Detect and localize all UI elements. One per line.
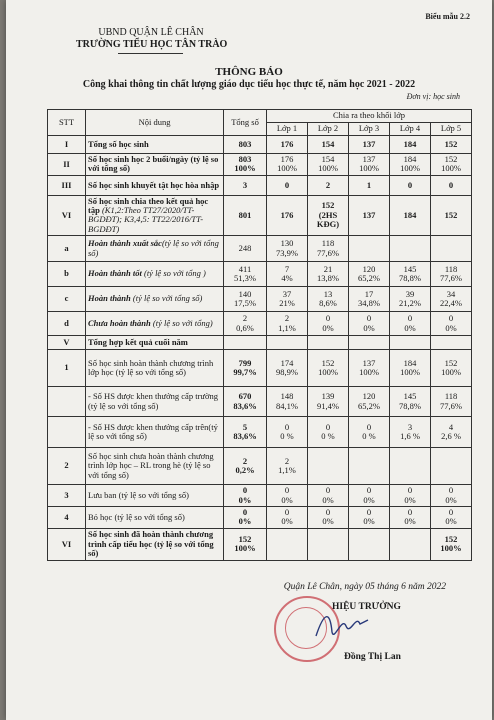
cell-grade	[431, 448, 472, 485]
cell-stt: II	[48, 154, 86, 176]
cell-grade: 39 21,2%	[390, 287, 431, 312]
cell-grade: 7 4%	[267, 262, 308, 287]
cell-grade: 13 8,6%	[308, 287, 349, 312]
cell-grade: 176	[267, 195, 308, 235]
cell-grade: 137 100%	[349, 350, 390, 387]
cell-content	[86, 287, 224, 312]
table-row	[48, 154, 472, 176]
cell-grade: 0 0 %	[308, 417, 349, 448]
content-label: Số học sinh đã hoàn thành chương trình cấp tiểu học (tỷ lệ so với tổng số)	[88, 529, 214, 558]
content-label: Hoàn thành tốt	[88, 268, 142, 279]
content-label: Số học sinh khuyết tật học hòa nhập	[88, 179, 220, 190]
cell-grade: 0 0%	[267, 507, 308, 529]
cell-total: 803 100%	[224, 154, 267, 176]
cell-grade: 0 0%	[349, 312, 390, 336]
cell-grade: 0 0%	[308, 312, 349, 336]
cell-grade: 0 0%	[431, 507, 472, 529]
cell-grade	[308, 448, 349, 485]
cell-grade: 118 77,6%	[308, 236, 349, 262]
cell-grade: 2 1,1%	[267, 312, 308, 336]
cell-grade: 3 1,6 %	[390, 417, 431, 448]
grade-header: Lớp 5	[431, 123, 472, 136]
cell-grade: 148 84,1%	[267, 387, 308, 417]
table-row	[48, 262, 472, 287]
cell-stt	[48, 387, 86, 417]
header-row	[48, 110, 472, 123]
org-line-2: TRƯỜNG TIỂU HỌC TÂN TRÀO	[76, 39, 228, 50]
cell-content	[86, 507, 224, 529]
cell-grade: 176	[267, 136, 308, 154]
table-row	[48, 507, 472, 529]
cell-total: 670 83,6%	[224, 387, 267, 417]
results-table	[47, 109, 472, 561]
cell-grade: 174 98,9%	[267, 350, 308, 387]
cell-grade	[390, 528, 431, 560]
cell-content	[86, 154, 224, 176]
signer-name: Đồng Thị Lan	[344, 652, 401, 662]
content-label: Tổng hợp kết quả cuối năm	[88, 336, 188, 347]
grade-header: Lớp 3	[349, 123, 390, 136]
cell-grade: 0 0%	[431, 485, 472, 507]
cell-content	[86, 175, 224, 195]
table-row	[48, 175, 472, 195]
cell-grade: 17 34,8%	[349, 287, 390, 312]
cell-total: 5 83,6%	[224, 417, 267, 448]
cell-grade: 0 0%	[349, 507, 390, 529]
cell-grade: 139 91,4%	[308, 387, 349, 417]
cell-content	[86, 262, 224, 287]
table-row	[48, 417, 472, 448]
cell-content	[86, 448, 224, 485]
cell-grade: 137	[349, 136, 390, 154]
col-header-total: Tổng số	[224, 110, 267, 136]
cell-content	[86, 136, 224, 154]
cell-grade: 184	[390, 136, 431, 154]
table-row	[48, 136, 472, 154]
cell-total	[224, 336, 267, 350]
cell-grade: 0 0%	[267, 485, 308, 507]
col-header-content: Nội dung	[86, 110, 224, 136]
cell-grade	[390, 448, 431, 485]
cell-total: 799 99,7%	[224, 350, 267, 387]
content-label: Số học sinh học 2 buổi/ngày (tỷ lệ so với tổng số)	[88, 154, 219, 174]
cell-grade	[431, 336, 472, 350]
cell-grade: 21 13,8%	[308, 262, 349, 287]
cell-stt: c	[48, 287, 86, 312]
cell-stt: 3	[48, 485, 86, 507]
cell-grade: 0 0%	[308, 507, 349, 529]
cell-stt: 4	[48, 507, 86, 529]
content-label: - Số HS được khen thưởng cấp trường (tỷ lệ so với tổng số)	[88, 391, 218, 411]
org-line-1: UBND QUẬN LÊ CHÂN	[98, 27, 204, 38]
cell-grade: 152	[431, 195, 472, 235]
cell-stt: d	[48, 312, 86, 336]
cell-grade: 130 73,9%	[267, 236, 308, 262]
cell-grade: 2	[308, 175, 349, 195]
table-row	[48, 387, 472, 417]
cell-total: 2 0,6%	[224, 312, 267, 336]
table-row	[48, 195, 472, 235]
cell-total: 2 0,2%	[224, 448, 267, 485]
cell-content	[86, 417, 224, 448]
cell-content	[86, 236, 224, 262]
cell-content	[86, 336, 224, 350]
content-note: (K1,2:Theo TT27/2020/TT-BGDĐT); K3,4,5: TT22/2016/TT-BGDĐT)	[88, 205, 204, 234]
cell-grade: 0 0%	[390, 485, 431, 507]
document-subtitle: Công khai thông tin chất lượng giáo dục tiểu học thực tế, năm học 2021 - 2022	[82, 79, 416, 90]
table-row	[48, 287, 472, 312]
cell-grade: 1	[349, 175, 390, 195]
cell-total: 0 0%	[224, 507, 267, 529]
grade-header: Lớp 2	[308, 123, 349, 136]
cell-grade: 118 77,6%	[431, 387, 472, 417]
grade-header: Lớp 4	[390, 123, 431, 136]
cell-grade	[267, 336, 308, 350]
signature-mark	[312, 606, 372, 646]
cell-grade: 137	[349, 195, 390, 235]
cell-grade: 184	[390, 195, 431, 235]
content-note: (tỷ lệ so với tổng)	[150, 317, 213, 328]
cell-stt	[48, 417, 86, 448]
table-row	[48, 448, 472, 485]
content-label: Số học sinh hoàn thành chương trình lớp học (tỷ lệ so với tổng số)	[88, 357, 214, 378]
table-row	[48, 312, 472, 336]
cell-content	[86, 528, 224, 560]
table-row	[48, 528, 472, 560]
cell-content	[86, 195, 224, 235]
cell-total: 248	[224, 236, 267, 262]
cell-stt: I	[48, 136, 86, 154]
place-date: Quận Lê Chân, ngày 05 tháng 6 năm 2022	[283, 582, 446, 592]
cell-grade	[349, 336, 390, 350]
cell-total: 803	[224, 136, 267, 154]
cell-grade	[349, 448, 390, 485]
cell-stt: 1	[48, 350, 86, 387]
cell-grade: 152 100%	[431, 350, 472, 387]
cell-content	[86, 387, 224, 417]
cell-grade	[308, 336, 349, 350]
cell-grade: 152 100%	[308, 350, 349, 387]
cell-total: 801	[224, 195, 267, 235]
cell-content	[86, 485, 224, 507]
form-reference: Biểu mẫu 2.2	[425, 12, 470, 21]
content-label: Tổng số học sinh	[88, 138, 149, 149]
cell-grade: 152 100%	[431, 154, 472, 176]
document-title: THÔNG BÁO	[215, 66, 283, 78]
cell-total: 140 17,5%	[224, 287, 267, 312]
cell-grade: 2 1,1%	[267, 448, 308, 485]
cell-stt: b	[48, 262, 86, 287]
cell-grade: 0	[267, 175, 308, 195]
cell-grade: 0 0%	[308, 485, 349, 507]
cell-grade	[349, 236, 390, 262]
cell-stt: VI	[48, 528, 86, 560]
cell-grade: 120 65,2%	[349, 387, 390, 417]
cell-grade: 120 65,2%	[349, 262, 390, 287]
cell-grade: 154	[308, 136, 349, 154]
table-body	[48, 110, 472, 561]
table-row	[48, 236, 472, 262]
content-note: (tỷ lệ so với tổng )	[141, 268, 206, 279]
cell-grade	[431, 236, 472, 262]
cell-total: 152 100%	[224, 528, 267, 560]
table-row	[48, 485, 472, 507]
cell-grade: 118 77,6%	[431, 262, 472, 287]
cell-grade: 0 0 %	[349, 417, 390, 448]
unit-note: Đơn vị: học sinh	[406, 92, 460, 101]
cell-grade: 0 0 %	[267, 417, 308, 448]
cell-grade: 137 100%	[349, 154, 390, 176]
document-page	[6, 0, 492, 720]
content-label: Lưu ban (tỷ lệ so với tổng số)	[88, 489, 189, 500]
cell-stt: a	[48, 236, 86, 262]
cell-grade: 37 21%	[267, 287, 308, 312]
cell-grade: 184 100%	[390, 350, 431, 387]
cell-grade: 34 22,4%	[431, 287, 472, 312]
cell-grade	[308, 528, 349, 560]
cell-content	[86, 312, 224, 336]
content-note: (tỷ lệ so với tổng số)	[88, 238, 219, 258]
cell-content	[86, 350, 224, 387]
table-row	[48, 350, 472, 387]
content-label: Hoàn thành xuất sắc	[88, 238, 162, 249]
cell-total: 411 51,3%	[224, 262, 267, 287]
grade-header: Lớp 1	[267, 123, 308, 136]
content-label: Số học sinh chia theo kết quả học tập	[88, 195, 209, 216]
cell-grade: 4 2,6 %	[431, 417, 472, 448]
cell-stt: 2	[48, 448, 86, 485]
cell-grade: 184 100%	[390, 154, 431, 176]
col-header-group: Chia ra theo khối lớp	[267, 110, 472, 123]
cell-grade: 0 0%	[349, 485, 390, 507]
content-label: Hoàn thành	[88, 293, 131, 304]
cell-grade: 145 78,8%	[390, 262, 431, 287]
content-note: (tỷ lệ so với tổng số)	[130, 293, 203, 304]
cell-grade	[390, 336, 431, 350]
cell-stt: VI	[48, 195, 86, 235]
table-row	[48, 336, 472, 350]
cell-grade: 154 100%	[308, 154, 349, 176]
cell-stt: V	[48, 336, 86, 350]
cell-grade: 152	[431, 136, 472, 154]
cell-total: 0 0%	[224, 485, 267, 507]
signer-title: HIỆU TRƯỞNG	[332, 602, 401, 612]
cell-grade: 0	[390, 175, 431, 195]
cell-grade: 145 78,8%	[390, 387, 431, 417]
content-label: Số học sinh chưa hoàn thành chương trình lớp học – RL trong hè (tỷ lệ so với tổng số)	[88, 451, 214, 480]
content-label: - Số HS được khen thưởng cấp trên(tỷ lệ so với tổng số)	[88, 421, 218, 442]
cell-grade	[349, 528, 390, 560]
cell-grade: 152 (2HS KĐG)	[308, 195, 349, 235]
cell-grade: 152 100%	[431, 528, 472, 560]
org-underline	[118, 53, 183, 54]
content-label: Bỏ học (tỷ lệ so với tổng số)	[88, 511, 185, 522]
cell-stt: III	[48, 175, 86, 195]
cell-total: 3	[224, 175, 267, 195]
cell-grade: 0	[431, 175, 472, 195]
content-label: Chưa hoàn thành	[88, 317, 151, 328]
cell-grade	[390, 236, 431, 262]
cell-grade: 176 100%	[267, 154, 308, 176]
cell-grade: 0 0%	[431, 312, 472, 336]
cell-grade: 0 0%	[390, 507, 431, 529]
cell-grade: 0 0%	[390, 312, 431, 336]
col-header-stt: STT	[48, 110, 86, 136]
cell-grade	[267, 528, 308, 560]
